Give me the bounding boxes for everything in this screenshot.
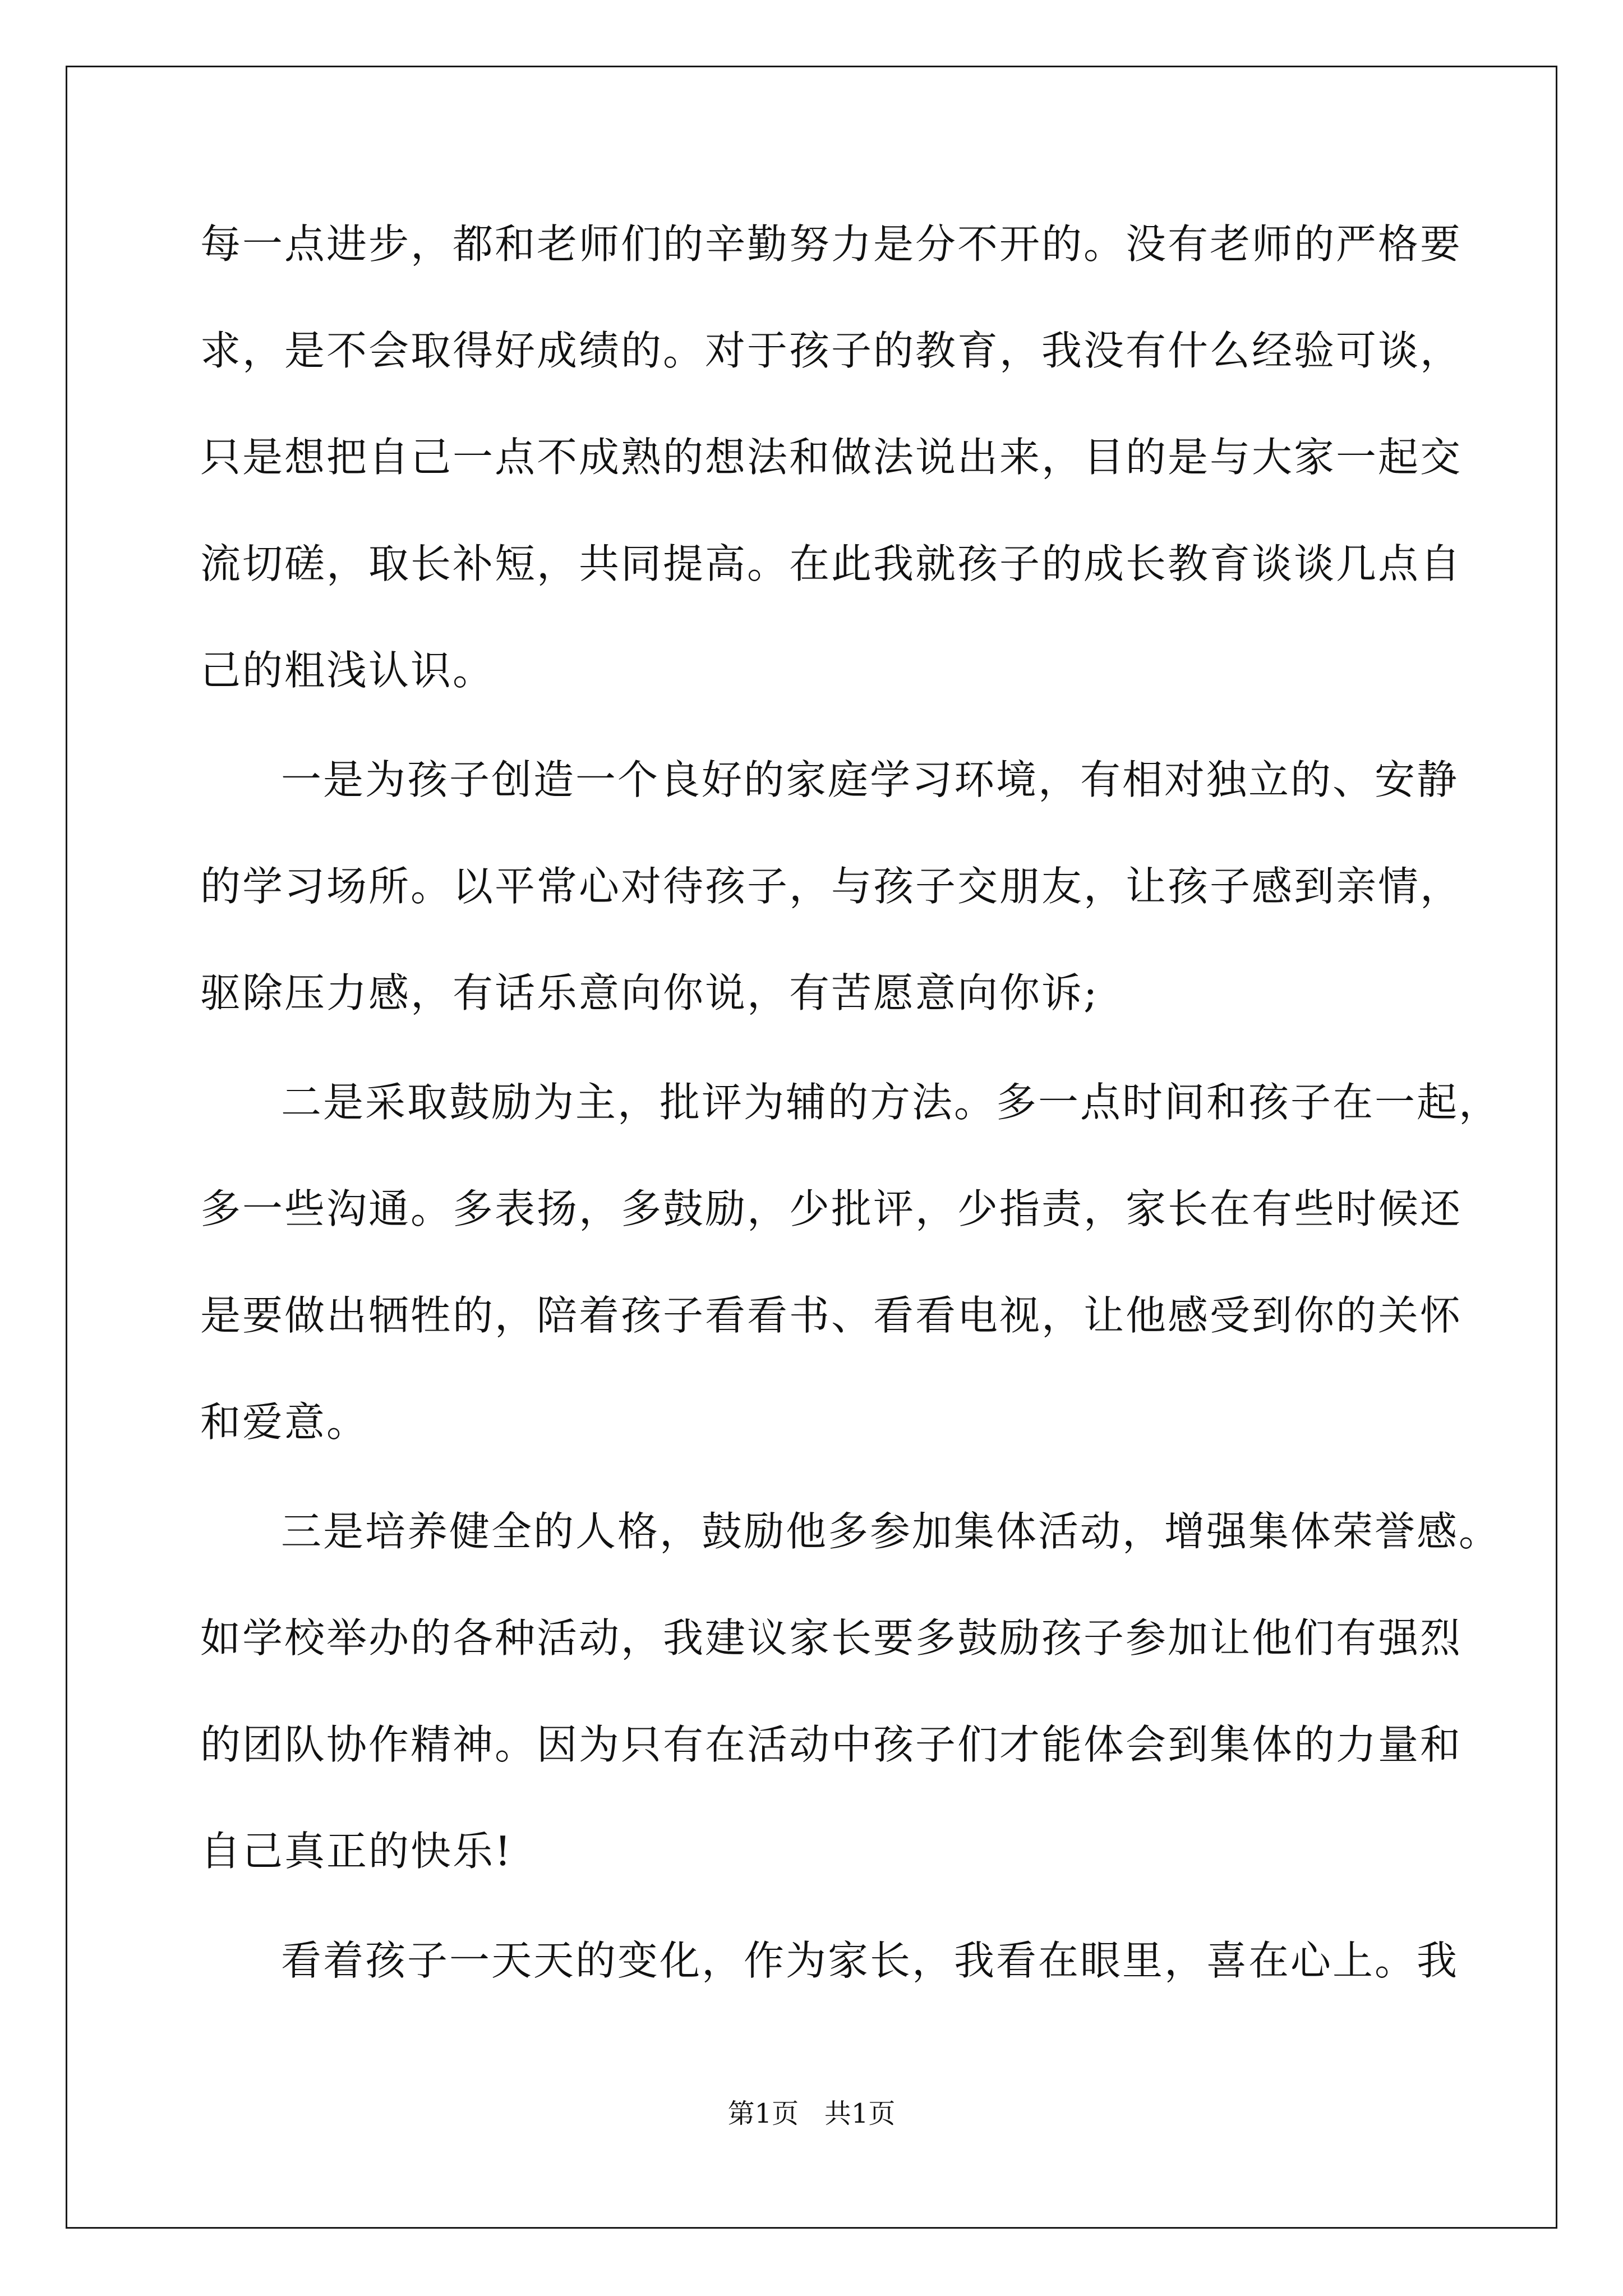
page-number: 第1页 共1页 — [727, 2098, 896, 2129]
text-line: 和爱意。 — [200, 1398, 369, 1446]
paragraph-first-line: 三是培养健全的人格，鼓励他多参加集体活动，增强集体荣誉感。 — [281, 1508, 1501, 1555]
text-line: 如学校举办的各种活动，我建议家长要多鼓励孩子参加让他们有强烈 — [200, 1614, 1463, 1662]
text-line: 己的粗浅认识。 — [200, 647, 495, 694]
text-line: 每一点进步，都和老师们的辛勤努力是分不开的。没有老师的严格要 — [200, 220, 1463, 268]
paragraph-first-line: 看着孩子一天天的变化，作为家长，我看在眼里，喜在心上。我 — [281, 1937, 1459, 1984]
paragraph-first-line: 二是采取鼓励为主，批评为辅的方法。多一点时间和孩子在一起， — [281, 1079, 1501, 1126]
text-line: 是要做出牺牲的，陪着孩子看看书、看看电视，让他感受到你的关怀 — [200, 1292, 1463, 1339]
text-line: 多一些沟通。多表扬，多鼓励，少批评，少指责，家长在有些时候还 — [200, 1185, 1463, 1232]
text-line: 自己真正的快乐! — [200, 1828, 513, 1875]
paragraph-first-line: 一是为孩子创造一个良好的家庭学习环境，有相对独立的、安静 — [281, 756, 1459, 803]
text-line: 的团队协作精神。因为只有在活动中孩子们才能体会到集体的力量和 — [200, 1721, 1463, 1768]
text-line: 求，是不会取得好成绩的。对于孩子的教育，我没有什么经验可谈， — [200, 327, 1463, 374]
page-border — [66, 66, 1557, 2229]
text-line: 驱除压力感，有话乐意向你说，有苦愿意向你诉; — [200, 969, 1099, 1016]
text-line: 的学习场所。以平常心对待孩子，与孩子交朋友，让孩子感到亲情， — [200, 863, 1463, 910]
text-line: 只是想把自己一点不成熟的想法和做法说出来，目的是与大家一起交 — [200, 434, 1463, 481]
text-line: 流切磋，取长补短，共同提高。在此我就孩子的成长教育谈谈几点自 — [200, 540, 1463, 587]
